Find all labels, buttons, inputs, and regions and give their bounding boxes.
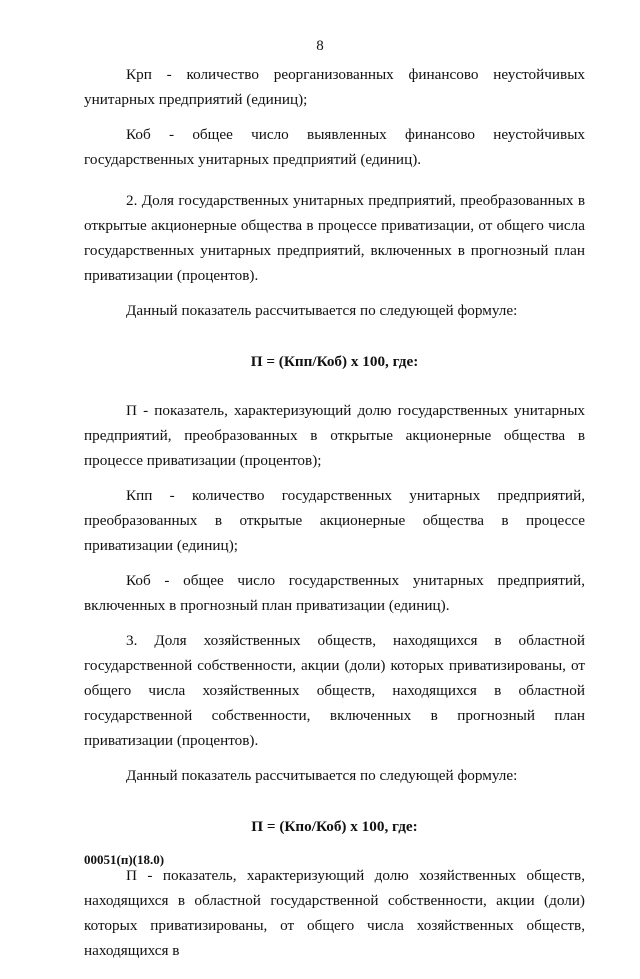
paragraph-p-definition: П - показатель, характеризующий долю государственных унитарных предприятий, преобразованных в открытые акционерные общества в процессе приватизации (процентов); <box>84 402 585 469</box>
document-code: 00051(п)(18.0) <box>84 852 165 867</box>
page-number: 8 <box>316 38 324 54</box>
paragraph-formula-intro: Данный показатель рассчитывается по следующей формуле: <box>126 302 518 319</box>
paragraph-kob-definition: Коб - общее число выявленных финансово неустойчивых государственных унитарных предприятий (единиц). <box>84 126 585 168</box>
paragraph-p-definition-2: П - показатель, характеризующий долю хозяйственных обществ, находящихся в областной государственной собственности, акции (доли) которых приватизированы, от общего числа хозяйственных обществ, находящихся в <box>84 867 585 959</box>
formula-kpo: П = (Кпо/Коб) х 100, где: <box>251 818 418 835</box>
paragraph-krp-definition: Крп - количество реорганизованных финансово неустойчивых унитарных предприятий (единиц); <box>84 66 585 108</box>
paragraph-kpp-definition: Кпп - количество государственных унитарных предприятий, преобразованных в открытые акционерные общества в процессе приватизации (единиц); <box>84 487 585 554</box>
paragraph-formula-intro-2: Данный показатель рассчитывается по следующей формуле: <box>126 767 518 784</box>
paragraph-indicator-2: 2. Доля государственных унитарных предприятий, преобразованных в открытые акционерные общества в процессе приватизации, от общего числа государственных унитарных предприятий, включенных в прогнозный план приватизации (процентов). <box>84 192 585 284</box>
paragraph-kob-definition-2: Коб - общее число государственных унитарных предприятий, включенных в прогнозный план приватизации (единиц). <box>84 572 585 614</box>
formula-kpp: П = (Кпп/Коб) х 100, где: <box>250 353 419 370</box>
document-body <box>84 62 585 979</box>
paragraph-indicator-3: 3. Доля хозяйственных обществ, находящихся в областной государственной собственности, акции (доли) которых приватизированы, от общего числа хозяйственных обществ, находящихся в областной государственной собственности, включенных в прогнозный план приватизации (процентов). <box>84 632 585 749</box>
